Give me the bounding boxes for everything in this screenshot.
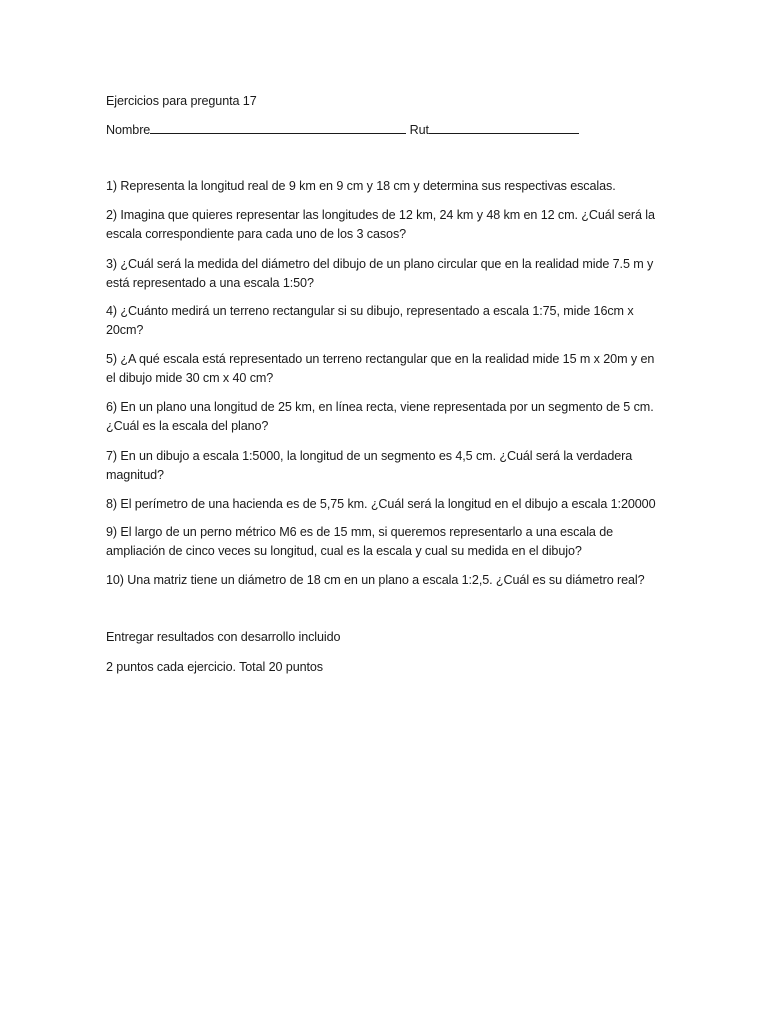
worksheet-title: Ejercicios para pregunta 17: [106, 94, 257, 108]
exercise-1: 1) Representa la longitud real de 9 km en 9 cm y 18 cm y determina sus respectivas escalas.: [106, 179, 616, 193]
exercise-2: 2) Imagina que quieres representar las longitudes de 12 km, 24 km y 48 km en 12 cm. ¿Cuál será la escala correspondiente para cada uno de los 3 casos?: [106, 208, 655, 241]
rut-blank-line: [429, 121, 579, 134]
exercise-5: 5) ¿A qué escala está representado un terreno rectangular que en la realidad mide 15 m x 20m y en el dibujo mide 30 cm x 40 cm?: [106, 352, 655, 385]
rut-label: Rut: [409, 123, 429, 137]
exercise-6: 6) En un plano una longitud de 25 km, en línea recta, viene representada por un segmento de 5 cm. ¿Cuál es la escala del plano?: [106, 400, 654, 433]
exercise-4: 4) ¿Cuánto medirá un terreno rectangular si su dibujo, representado a escala 1:75, mide 16cm x 20cm?: [106, 304, 634, 337]
exercise-3: 3) ¿Cuál será la medida del diámetro del dibujo de un plano circular que en la realidad mide 7.5 m y está representado a una escala 1:50?: [106, 257, 654, 290]
name-rut-row: [106, 121, 579, 140]
instructions-text: Entregar resultados con desarrollo incluido: [106, 630, 341, 644]
exercise-9: 9) El largo de un perno métrico M6 es de 15 mm, si queremos representarlo a una escala de ampliación de cinco veces su longitud, cual es la escala y cual su medida en el dibujo?: [106, 525, 614, 558]
exercise-10: 10) Una matriz tiene un diámetro de 18 cm en un plano a escala 1:2,5. ¿Cuál es su diámetro real?: [106, 573, 645, 587]
nombre-blank-line: [150, 121, 406, 134]
points-text: 2 puntos cada ejercicio. Total 20 puntos: [106, 660, 324, 674]
exercise-8: 8) El perímetro de una hacienda es de 5,75 km. ¿Cuál será la longitud en el dibujo a escala 1:20000: [106, 497, 656, 511]
nombre-label: Nombre: [106, 123, 151, 137]
exercise-7: 7) En un dibujo a escala 1:5000, la longitud de un segmento es 4,5 cm. ¿Cuál será la verdadera magnitud?: [106, 449, 633, 482]
